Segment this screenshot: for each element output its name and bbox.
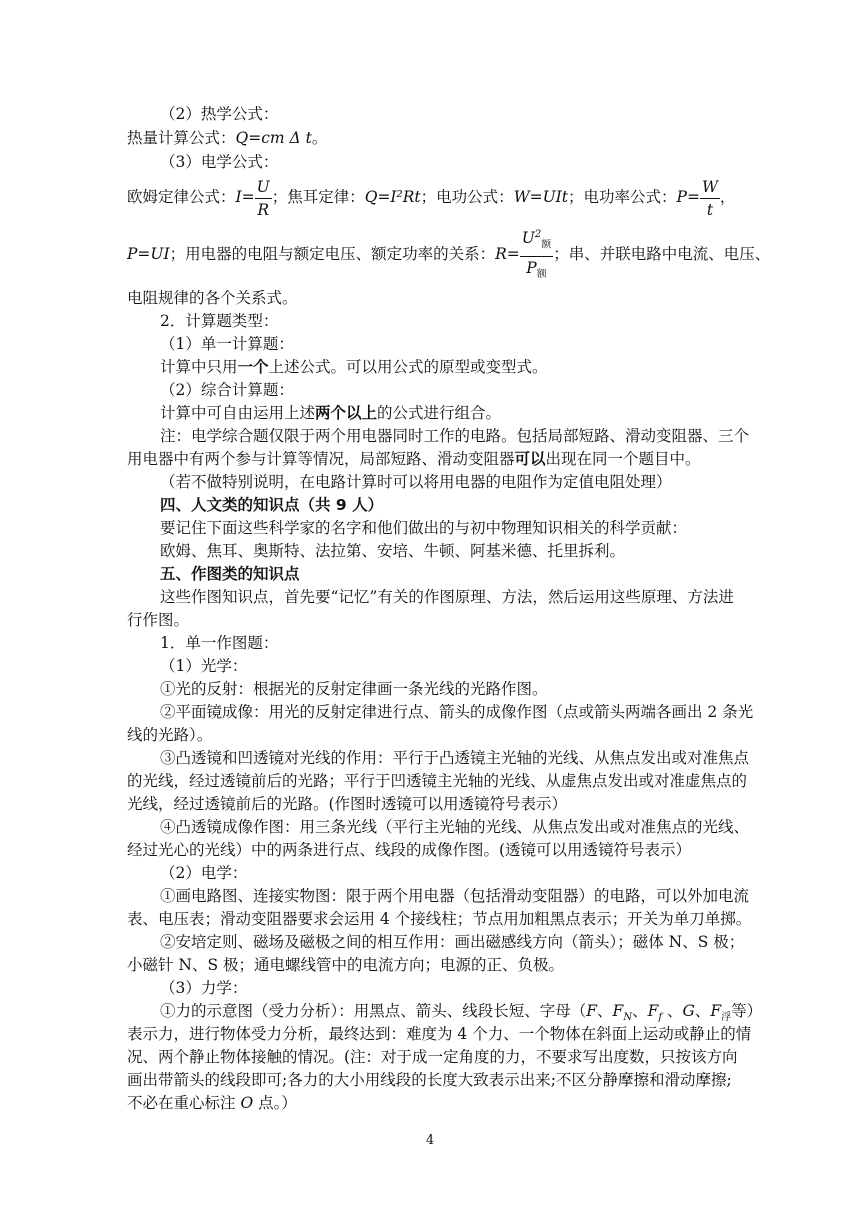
text-line: （1）单一计算题：: [160, 335, 294, 353]
text: 计算中只用: [160, 358, 238, 376]
text: 热量计算公式：: [127, 129, 236, 147]
text-line: ③凸透镜和凹透镜对光线的作用：平行于凸透镜主光轴的光线、从焦点发出或对准焦点: [160, 749, 750, 767]
text: 欧姆定律公式：: [127, 188, 236, 206]
text-line: （2）热学公式：: [160, 105, 279, 123]
text-line: （3）力学：: [160, 979, 248, 997]
text-line: [127, 128, 327, 148]
numerator: W: [700, 176, 720, 199]
symbol: G: [682, 1002, 695, 1020]
text: ①力的示意图（受力分析）：用黑点、箭头、线段长短、字母（: [160, 1002, 587, 1020]
formula: Q=cm Δ t: [235, 129, 312, 147]
text: 等）: [731, 1002, 763, 1020]
text-line: 的光线，经过透镜前后的光路；平行于凹透镜主光轴的光线、从虚焦点发出或对准虚焦点的: [127, 772, 748, 790]
text-line: 1．单一作图题：: [160, 634, 279, 652]
fraction: [255, 176, 272, 221]
symbol: F: [710, 1002, 722, 1020]
subscript: 浮: [721, 1012, 732, 1024]
denominator: R: [257, 200, 270, 219]
text: ；电功率公式：: [568, 188, 677, 206]
text-line: （2）综合计算题：: [160, 381, 294, 399]
subscript: f: [658, 1012, 663, 1024]
numerator: [520, 224, 553, 257]
text: 、: [597, 1002, 613, 1020]
page-number: 4: [425, 1133, 435, 1148]
text: ；焦耳定律：: [271, 188, 365, 206]
text-line: ④凸透镜成像作图：用三条光线（平行主光轴的光线、从焦点发出或对准焦点的光线、: [160, 818, 750, 836]
denominator: [520, 257, 553, 286]
text: 、: [632, 1002, 648, 1020]
subscript: N: [623, 1012, 633, 1024]
fraction: [520, 224, 553, 286]
text: 计算中可自由运用上述: [160, 404, 316, 422]
text: 上述公式。可以用公式的原型或变型式。: [268, 358, 548, 376]
text-line: 经过光心的光线）中的两条进行点、线段的成像作图。(透镜可以用透镜符号表示）: [127, 841, 692, 859]
text-line: [127, 224, 770, 286]
text-line: 况、两个静止物体接触的情况。(注：对于成一定角度的力，不要求写出度数，只按该方向: [127, 1048, 738, 1066]
superscript: 2: [534, 229, 542, 240]
symbol: F: [586, 1002, 598, 1020]
text-line: （1）光学：: [160, 657, 248, 675]
symbol: O: [240, 1094, 254, 1112]
text: ；串、并联电路中电流、电压、: [553, 245, 771, 264]
formula: P=UI: [127, 245, 170, 264]
subscript: 额: [536, 269, 547, 281]
text-line: 注：电学综合题仅限于两个用电器同时工作的电路。包括局部短路、滑动变阻器、三个: [160, 427, 750, 445]
fraction: [700, 176, 720, 221]
formula: P=: [676, 188, 700, 206]
emphasis: 两个以上: [315, 404, 378, 422]
text-line: [127, 174, 735, 221]
text-line: 2．计算题类型：: [160, 312, 279, 330]
text-line: ②平面镜成像：用光的反射定律进行点、箭头的成像作图（点或箭头两端各画出 2 条光: [160, 703, 754, 721]
text-line: 电阻规律的各个关系式。: [127, 289, 298, 307]
text: 出现在同一个题目中。: [545, 450, 701, 468]
text: 。: [311, 129, 328, 147]
section-heading: 五、作图类的知识点: [160, 565, 300, 583]
text-line: 要记住下面这些科学家的名字和他们做出的与初中物理知识相关的科学贡献：: [160, 519, 688, 537]
text-line: （3）电学公式：: [160, 153, 279, 171]
text-line: （若不做特别说明，在电路计算时可以将用电器的电阻作为定值电阻处理）: [160, 473, 672, 491]
text-line: 表、电压表；滑动变阻器要求会运用 4 个接线柱；节点用加粗黑点表示；开关为单刀单掷。: [127, 910, 752, 928]
text-line: 画出带箭头的线段即可;各力的大小用线段的长度大致表示出来;不区分静摩擦和滑动摩擦;: [127, 1071, 732, 1089]
text: 不必在重心标注: [127, 1094, 241, 1112]
symbol: F: [647, 1002, 659, 1020]
text-line: ①光的反射：根据光的反射定律画一条光线的光路作图。: [160, 680, 548, 698]
text-line: 表示力，进行物体受力分析，最终达到：难度为 4 个力、一个物体在斜面上运动或静止的情: [127, 1025, 752, 1043]
text-line: （2）电学：: [160, 864, 248, 882]
text-line: 线的光路）。: [127, 726, 213, 744]
symbol: U: [521, 229, 535, 248]
formula: Q=I²Rt: [364, 188, 421, 206]
emphasis: 可以: [514, 450, 546, 468]
text-line: [160, 403, 501, 423]
text-line: [160, 357, 548, 377]
text-line: [127, 1093, 297, 1113]
formula: R=: [495, 245, 520, 264]
text: ；电功公式：: [420, 188, 514, 206]
text: 点。）: [253, 1094, 297, 1112]
section-heading: 四、人文类的知识点（共 9 人）: [160, 496, 384, 514]
text: 、: [694, 1002, 711, 1020]
text-line: 行作图。: [127, 611, 190, 629]
text: ；用电器的电阻与额定电压、额定功率的关系：: [169, 245, 496, 264]
formula: I=: [235, 188, 255, 206]
emphasis: 一个: [237, 358, 269, 376]
text: 用电器中有两个参与计算等情况，局部短路、滑动变阻器: [127, 450, 515, 468]
subscript: 额: [541, 239, 552, 251]
text-line: 这些作图知识点，首先要“记忆”有关的作图原理、方法，然后运用这些原理、方法进: [160, 588, 734, 606]
symbol: F: [612, 1002, 624, 1020]
text: ，: [719, 188, 736, 206]
text-line: 小磁针 N、S 极；通电螺线管中的电流方向；电源的正、负极。: [127, 956, 565, 974]
text: 、: [662, 1002, 683, 1020]
text: 的公式进行组合。: [377, 404, 502, 422]
text-line: ②安培定则、磁场及磁极之间的相互作用：画出磁感线方向（箭头）；磁体 N、S 极；: [160, 933, 745, 951]
text-line: [127, 449, 701, 469]
text-line: 光线，经过透镜前后的光路。(作图时透镜可以用透镜符号表示）: [127, 795, 568, 813]
formula: W=UIt: [513, 188, 569, 206]
text-line: 欧姆、焦耳、奥斯特、法拉第、安培、牛顿、阿基米德、托里拆利。: [160, 542, 626, 560]
text-line: ①画电路图、连接实物图：限于两个用电器（包括滑动变阻器）的电路，可以外加电流: [160, 887, 750, 905]
symbol: P: [526, 259, 537, 278]
denominator: t: [706, 200, 714, 219]
numerator: U: [255, 176, 272, 199]
